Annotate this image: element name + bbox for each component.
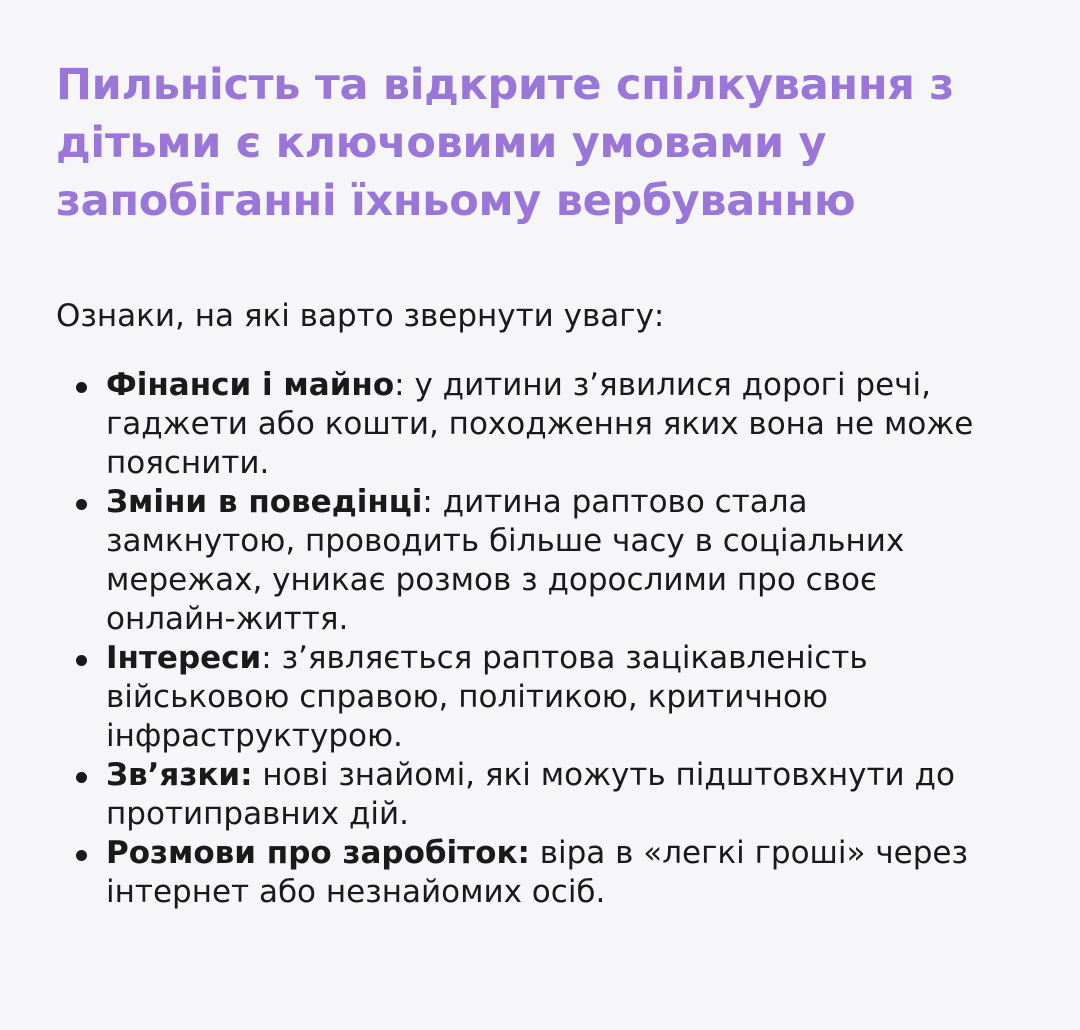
bullet-icon: [76, 382, 87, 393]
list-item-connections: [56, 756, 1006, 834]
item-text: нові знайомі, які можуть підштовхнути до протиправних дій.: [106, 757, 955, 832]
bullet-icon: [76, 655, 87, 666]
item-term: Розмови про заробіток:: [106, 835, 530, 871]
item-text: дитина раптово стала замкнутою, проводить більше часу в соціальних мережах, уникає розмов з дорослими про своє онлайн-життя.: [106, 484, 905, 637]
intro-text: Ознаки, на які варто звернути увагу:: [56, 298, 665, 334]
list-item-finances: [56, 366, 1006, 483]
item-term: Фінанси і майно: [106, 367, 395, 403]
bullet-icon: [76, 850, 87, 861]
page-title: Пильність та відкрите спілкування з дітьми є ключовими умовами у запобіганні їхньому вербуванню: [56, 60, 954, 226]
list-item-interests: [56, 639, 1006, 756]
item-separator: :: [422, 484, 433, 520]
item-separator: :: [261, 640, 272, 676]
item-text: у дитини з’явилися дорогі речі, гаджети або кошти, походження яких вона не може пояснити.: [106, 367, 974, 481]
bullet-icon: [76, 772, 87, 783]
list-item-earnings: [56, 834, 1006, 912]
signs-list: [56, 366, 1020, 912]
item-text: з’являється раптова зацікавленість військовою справою, політикою, критичною інфраструктурою.: [106, 640, 868, 754]
bullet-icon: [76, 499, 87, 510]
item-separator: :: [394, 367, 405, 403]
item-term: Зв’язки:: [106, 757, 253, 793]
item-term: Інтереси: [106, 640, 262, 676]
list-item-behavior: [56, 483, 1006, 639]
item-text: віра в «легкі гроші» через інтернет або незнайомих осіб.: [106, 835, 968, 910]
item-term: Зміни в поведінці: [106, 484, 423, 520]
